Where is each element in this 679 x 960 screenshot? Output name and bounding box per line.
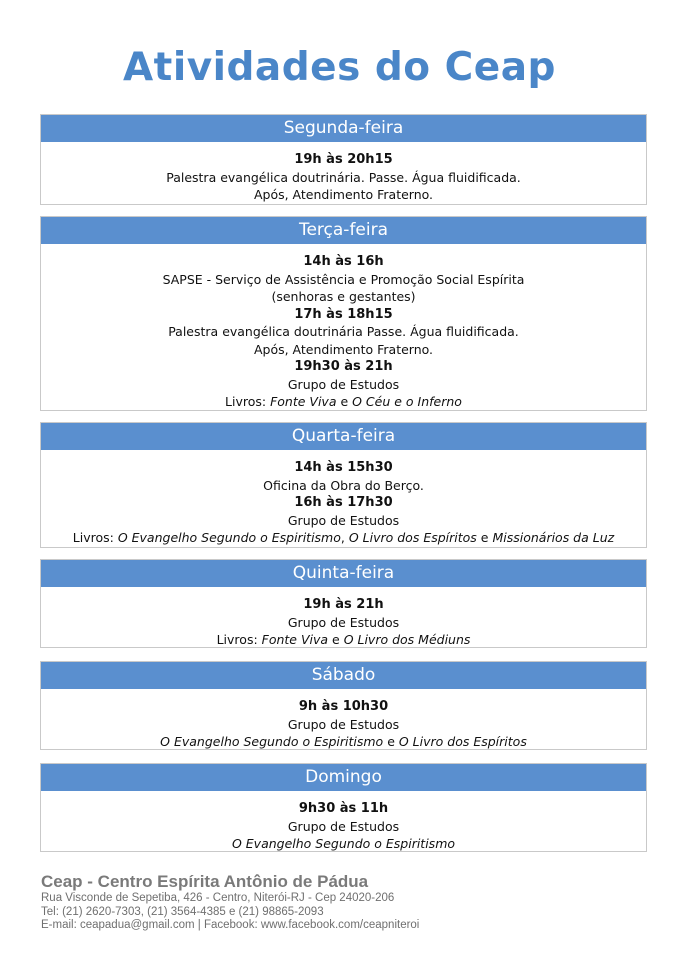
- text-part: Livros:: [225, 394, 271, 409]
- book-title: O Evangelho Segundo o Espiritismo: [160, 734, 384, 749]
- activity-text: [41, 271, 646, 289]
- text-part: Grupo de Estudos: [287, 512, 400, 528]
- activity-text: [41, 376, 646, 394]
- text-part: Após, Atendimento Fraterno.: [253, 187, 434, 202]
- activity-text: [41, 288, 646, 306]
- book-title: O Evangelho Segundo o Espiritismo: [231, 836, 456, 851]
- day-heading: Sábado: [41, 662, 646, 689]
- text-part: Após, Atendimento Fraterno.: [253, 341, 434, 357]
- activity-text: [41, 733, 646, 751]
- text-part: e: [383, 734, 399, 749]
- text-part: Grupo de Estudos: [287, 614, 400, 630]
- activity-time: [41, 494, 646, 512]
- activity-time: [41, 151, 646, 169]
- text-part: e: [328, 632, 344, 647]
- day-activities: [41, 244, 646, 411]
- day-block: [40, 763, 647, 852]
- day-activities: [41, 587, 646, 649]
- activity-text: [41, 529, 646, 547]
- day-block: [40, 114, 647, 205]
- day-heading: Domingo: [41, 764, 646, 791]
- book-title: O Livro dos Espíritos: [348, 530, 477, 545]
- text-part: (senhoras e gestantes): [271, 289, 416, 304]
- activity-text: [41, 323, 646, 341]
- text-part: Grupo de Estudos: [287, 376, 400, 392]
- day-block: [40, 559, 647, 648]
- text-part: Grupo de Estudos: [287, 716, 400, 732]
- footer: [41, 872, 419, 933]
- footer-phones: Tel: (21) 2620-7303, (21) 3564-4385 e (21) 98865-2093: [41, 905, 324, 918]
- activity-text: [41, 512, 646, 530]
- text-part: 19h às 21h: [303, 597, 384, 612]
- activity-text: [41, 631, 646, 649]
- activity-text: [41, 835, 646, 853]
- book-title: Fonte Viva: [270, 394, 337, 409]
- book-title: Missionários da Luz: [492, 530, 615, 545]
- book-title: O Livro dos Espíritos: [398, 734, 527, 749]
- day-activities: [41, 791, 646, 853]
- text-part: 19h às 20h15: [294, 152, 393, 167]
- book-title: O Livro dos Médiuns: [343, 632, 471, 647]
- footer-organization: Ceap - Centro Espírita Antônio de Pádua: [41, 872, 369, 891]
- activity-time: [41, 698, 646, 716]
- activity-text: [41, 169, 646, 187]
- day-block: [40, 216, 647, 411]
- day-heading: Quarta-feira: [41, 423, 646, 450]
- activity-time: [41, 306, 646, 324]
- text-part: Oficina da Obra do Berço.: [263, 477, 424, 493]
- page-title: Atividades do Ceap: [123, 45, 556, 90]
- activity-time: [41, 358, 646, 376]
- text-part: 16h às 17h30: [294, 495, 393, 510]
- text-part: e: [336, 394, 353, 409]
- activity-text: [41, 341, 646, 359]
- activity-text: [41, 818, 646, 836]
- text-part: SAPSE - Serviço de Assistência e Promoção Social Espírita: [162, 271, 525, 287]
- day-block: [40, 661, 647, 750]
- activity-time: [41, 459, 646, 477]
- activity-time: [41, 800, 646, 818]
- text-part: 14h às 16h: [303, 254, 384, 269]
- activity-text: [41, 477, 646, 495]
- text-part: 19h30 às 21h: [294, 359, 393, 374]
- day-activities: [41, 689, 646, 751]
- text-part: ,: [340, 530, 349, 545]
- day-activities: [41, 450, 646, 547]
- book-title: Fonte Viva: [261, 632, 329, 647]
- footer-contact: E-mail: ceapadua@gmail.com | Facebook: www.facebook.com/ceapniteroi: [41, 919, 420, 931]
- text-part: Palestra evangélica doutrinária Passe. Água fluidificada.: [168, 324, 519, 339]
- activity-text: [41, 393, 646, 411]
- text-part: Palestra evangélica doutrinária. Passe. Água fluidificada.: [166, 169, 521, 185]
- day-block: [40, 422, 647, 548]
- book-title: O Evangelho Segundo o Espiritismo: [117, 530, 341, 545]
- activity-time: [41, 596, 646, 614]
- text-part: 17h às 18h15: [294, 306, 393, 322]
- text-part: Livros:: [72, 530, 118, 545]
- text-part: 9h30 às 11h: [298, 801, 389, 816]
- text-part: e: [476, 530, 493, 545]
- activity-text: [41, 716, 646, 734]
- activity-text: [41, 614, 646, 632]
- day-heading: Quinta-feira: [41, 560, 646, 587]
- activity-text: [41, 186, 646, 204]
- text-part: Livros:: [216, 632, 262, 647]
- day-heading: Segunda-feira: [41, 115, 646, 142]
- book-title: O Céu e o Inferno: [352, 394, 462, 409]
- day-activities: [41, 142, 646, 204]
- text-part: 14h às 15h30: [294, 460, 393, 475]
- footer-address: Rua Visconde de Sepetiba, 426 - Centro, Niterói-RJ - Cep 24020-206: [41, 892, 395, 904]
- text-part: 9h às 10h30: [298, 699, 389, 714]
- day-heading: Terça-feira: [41, 217, 646, 244]
- text-part: Grupo de Estudos: [287, 818, 400, 834]
- activity-time: [41, 253, 646, 271]
